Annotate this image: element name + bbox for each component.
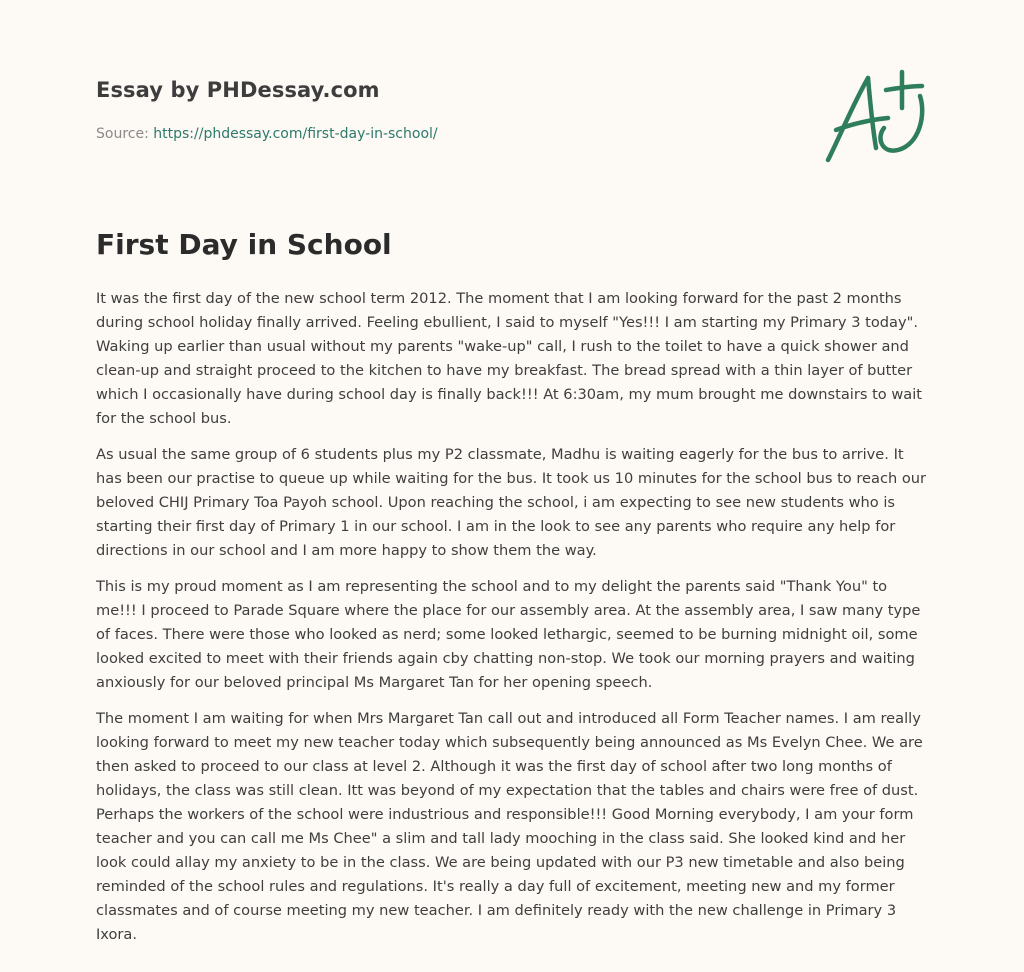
essay-paragraph: This is my proud moment as I am representing the school and to my delight the parents said "Thank You" to me!!! I proceed to Parade Square where the place for our assembly area. At the assembly area, I saw many type of faces. There were those who looked as nerd; some looked lethargic, seemed to be burning midnight oil, some looked excited to meet with their friends again cby chatting non-stop. We took our morning prayers and waiting anxiously for our beloved principal Ms Margaret Tan for her opening speech. xyxy=(96,578,921,691)
source-label: Source: xyxy=(96,126,149,142)
a-plus-logo-icon xyxy=(822,66,932,166)
essay-header xyxy=(96,76,796,144)
essay-paragraph: It was the first day of the new school term 2012. The moment that I am looking forward for the past 2 months during school holiday finally arrived. Feeling ebullient, I said to myself "Yes!!! I am starting my Primary 3 today". Waking up earlier than usual without my parents "wake-up" call, I rush to the toilet to have a quick shower and clean-up and straight proceed to the kitchen to have my breakfast. The bread spread with a thin layer of butter which I occasionally have during school day is finally back!!! At 6:30am, my mum brought me downstairs to wait for the school bus. xyxy=(96,290,923,427)
essay-body xyxy=(96,287,932,959)
essay-paragraph: As usual the same group of 6 students plus my P2 classmate, Madhu is waiting eagerly for the bus to arrive. It has been our practise to queue up while waiting for the bus. It took us 10 minutes for the school bus to reach our beloved CHIJ Primary Toa Payoh school. Upon reaching the school, i am expecting to see new students who is starting their first day of Primary 1 in our school. I am in the look to see any parents who require any help for directions in our school and I am more happy to show them the way. xyxy=(96,446,927,559)
source-link[interactable]: https://phdessay.com/first-day-in-school/ xyxy=(153,126,438,142)
source-line xyxy=(96,124,796,144)
essay-paragraph: The moment I am waiting for when Mrs Margaret Tan call out and introduced all Form Teacher names. I am really looking forward to meet my new teacher today which subsequently being announced as Ms Evelyn Chee. We are then asked to proceed to our class at level 2. Although it was the first day of school after two long months of holidays, the class was still clean. Itt was beyond of my expectation that the tables and chairs were free of dust. Perhaps the workers of the school were industrious and responsible!!! Good Morning everybody, I am your form teacher and you can call me Ms Chee" a slim and tall lady mooching in the class said. She looked kind and her look could allay my anxiety to be in the class. We are being updated with our P3 new timetable and also being reminded of the school rules and regulations. It's really a day full of excitement, meeting new and my former classmates and of course meeting my new teacher. I am definitely ready with the new challenge in Primary 3 Ixora. xyxy=(96,710,923,943)
essay-title: First Day in School xyxy=(96,228,392,261)
site-title: Essay by PHDessay.com xyxy=(96,78,380,102)
